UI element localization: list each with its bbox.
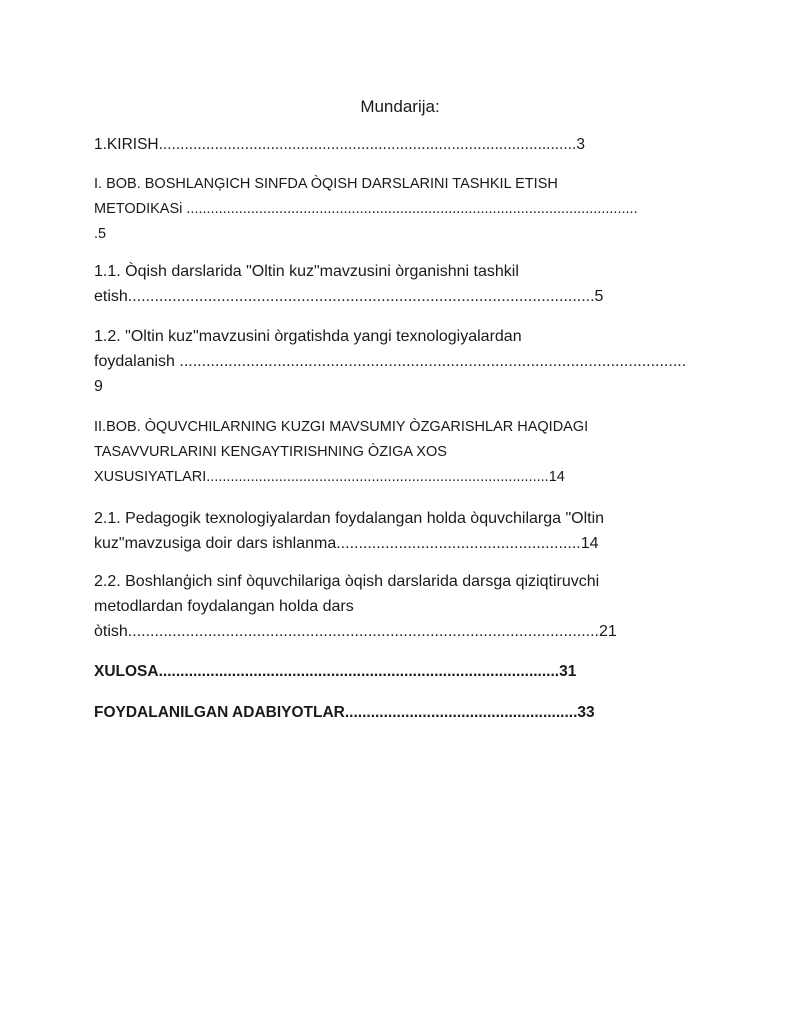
toc-line: òtish..........................................................................................................21 (94, 623, 617, 640)
toc-line: TASAVVURLARINI KENGAYTIRISHNING ÒZIGA XOS (94, 444, 447, 460)
toc-entry-section-1-2 (94, 324, 710, 399)
toc-entry-section-2-2 (94, 569, 710, 644)
toc-line: 1.KIRISH.................................................................................................3 (94, 136, 585, 153)
toc-line: etish.........................................................................................................5 (94, 288, 604, 305)
toc-entry-adabiyotlar (94, 700, 710, 725)
toc-line: I. BOB. BOSHLANĢICH SINFDA ÒQISH DARSLARINI TASHKIL ETISH (94, 176, 558, 192)
toc-entry-kirish (94, 132, 710, 157)
toc-line: 2.2. Boshlanģich sinf òquvchilariga òqish darslarida darsga qiziqtiruvchi (94, 573, 600, 590)
toc-line: METODIKASi ................................................................................................................ (94, 201, 638, 217)
toc-line: 1.2. "Oltin kuz"mavzusini òrgatishda yangi texnologiyalardan (94, 328, 522, 345)
toc-title: Mundarija: (360, 97, 440, 116)
toc-entry-xulosa (94, 659, 710, 684)
toc-entry-section-2-1 (94, 506, 710, 556)
toc-line: XULOSA.............................................................................................31 (94, 663, 577, 680)
toc-line: 2.1. Pedagogik texnologiyalardan foydalangan holda òquvchilarga "Oltin (94, 510, 605, 527)
toc-line: XUSUSIYATLARI.....................................................................................14 (94, 469, 565, 485)
toc-line: .5 (94, 226, 107, 242)
toc-entry-section-1-1 (94, 259, 710, 309)
toc-line: 9 (94, 378, 103, 395)
toc-entry-chapter-2 (94, 415, 710, 490)
toc-entry-chapter-1 (94, 172, 710, 247)
toc-line: II.BOB. ÒQUVCHILARNING KUZGI MAVSUMIY ÒZGARISHLAR HAQIDAGI (94, 419, 589, 435)
toc-line: kuz"mavzusiga doir dars ishlanma.......................................................14 (94, 535, 599, 552)
toc-line: metodlardan foydalangan holda dars (94, 598, 354, 615)
toc-line: FOYDALANILGAN ADABIYOTLAR......................................................33 (94, 704, 595, 721)
toc-line: 1.1. Òqish darslarida "Oltin kuz"mavzusini òrganishni tashkil (94, 263, 519, 280)
toc-line: foydalanish .................................................................................................................. (94, 353, 687, 370)
